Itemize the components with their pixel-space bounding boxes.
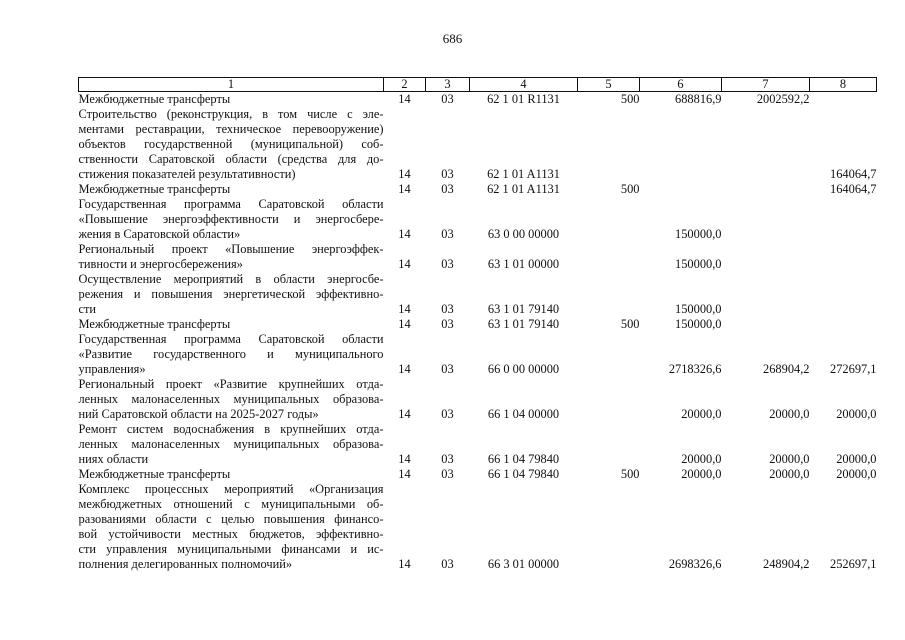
section-code: 14 — [398, 467, 411, 481]
amount-col-7 — [722, 197, 810, 242]
column-header: 1 — [79, 78, 384, 92]
row-name-line: вой устойчивости местных бюджетов, эффективно- — [78, 527, 384, 541]
table-row — [79, 317, 877, 332]
table-row — [79, 242, 877, 272]
subsection-code: 03 — [441, 362, 454, 376]
target-article-code: 62 1 01 R1131 — [487, 92, 560, 106]
amount-col-7: 20000,0 — [769, 467, 810, 481]
row-name-line: режения и повышения энергетической эффективно- — [78, 287, 384, 301]
amount-col-7 — [722, 242, 810, 272]
subsection-code: 03 — [441, 227, 454, 241]
section-code: 14 — [398, 182, 411, 196]
amount-col-6: 2718326,6 — [668, 362, 722, 376]
subsection-code: 03 — [441, 557, 454, 571]
expense-type-code — [578, 422, 640, 467]
row-name-line: ниях области — [78, 452, 149, 466]
subsection-code: 03 — [441, 302, 454, 316]
subsection-code: 03 — [441, 167, 454, 181]
subsection-code: 03 — [441, 317, 454, 331]
row-name-line: сти управления муниципальными финансами и ис- — [78, 542, 384, 556]
expense-type-code — [578, 377, 640, 422]
row-name — [79, 92, 384, 108]
page-number: 686 — [442, 31, 463, 46]
row-name-line: Региональный проект «Повышение энергоэффек- — [78, 242, 384, 256]
column-header: 4 — [470, 78, 578, 92]
row-name-line: стижения показателей результативности) — [78, 167, 296, 181]
row-name-line: ственности Саратовской области (средства для до- — [78, 152, 384, 166]
expense-type-code: 500 — [620, 182, 640, 196]
row-name — [79, 197, 384, 242]
row-name-line: Ремонт систем водоснабжения в крупнейших отда- — [78, 422, 384, 436]
row-name-line: Осуществление мероприятий в области энергосбе- — [78, 272, 384, 286]
row-name-line: Государственная программа Саратовской области — [78, 332, 384, 346]
amount-col-7 — [722, 182, 810, 197]
row-name — [79, 242, 384, 272]
target-article-code: 66 3 01 00000 — [487, 557, 560, 571]
column-header: 6 — [640, 78, 722, 92]
expense-type-code: 500 — [620, 467, 640, 481]
expense-type-code: 500 — [620, 317, 640, 331]
amount-col-7: 20000,0 — [769, 452, 810, 466]
target-article-code: 66 1 04 00000 — [487, 407, 560, 421]
row-name-line: ленных малонаселенных муниципальных образова- — [78, 437, 384, 451]
expense-type-code — [578, 197, 640, 242]
row-name — [79, 182, 384, 197]
amount-col-7: 268904,2 — [763, 362, 810, 376]
column-header: 3 — [426, 78, 470, 92]
target-article-code: 66 1 04 79840 — [487, 467, 560, 481]
amount-col-7: 20000,0 — [769, 407, 810, 421]
target-article-code: 62 1 01 A1131 — [487, 167, 560, 181]
expense-type-code — [578, 482, 640, 572]
section-code: 14 — [398, 302, 411, 316]
target-article-code: 63 1 01 79140 — [487, 302, 560, 316]
amount-col-8: 164064,7 — [830, 182, 877, 196]
table-row — [79, 467, 877, 482]
amount-col-8: 20000,0 — [836, 452, 877, 466]
target-article-code: 63 1 01 79140 — [487, 317, 560, 331]
amount-col-7: 248904,2 — [763, 557, 810, 571]
row-name-line: ментами реставрации, техническое перевооружение) — [78, 122, 384, 136]
target-article-code: 62 1 01 A1131 — [487, 182, 560, 196]
amount-col-8 — [810, 92, 877, 108]
column-header: 8 — [810, 78, 877, 92]
row-name-line: межбюджетных отношений с муниципальными об- — [78, 497, 384, 511]
row-name — [79, 467, 384, 482]
amount-col-8: 20000,0 — [836, 407, 877, 421]
subsection-code: 03 — [441, 257, 454, 271]
table-row — [79, 422, 877, 467]
row-name-line: ний Саратовской области на 2025-2027 годы» — [78, 407, 319, 421]
amount-col-7 — [722, 107, 810, 182]
amount-col-8: 164064,7 — [830, 167, 877, 181]
amount-col-7 — [722, 317, 810, 332]
amount-col-7: 2002592,2 — [756, 92, 810, 106]
budget-table — [78, 77, 877, 572]
amount-col-6: 20000,0 — [681, 467, 722, 481]
amount-col-6: 150000,0 — [675, 317, 722, 331]
section-code: 14 — [398, 452, 411, 466]
subsection-code: 03 — [441, 182, 454, 196]
row-name-line: Государственная программа Саратовской области — [78, 197, 384, 211]
row-name — [79, 272, 384, 317]
target-article-code: 63 0 00 00000 — [487, 227, 560, 241]
section-code: 14 — [398, 362, 411, 376]
amount-col-8 — [810, 197, 877, 242]
expense-type-code: 500 — [620, 92, 640, 106]
section-code: 14 — [398, 407, 411, 421]
row-name-line: жения в Саратовской области» — [78, 227, 241, 241]
expense-type-code — [578, 272, 640, 317]
amount-col-6 — [640, 107, 722, 182]
amount-col-6: 2698326,6 — [668, 557, 722, 571]
amount-col-7 — [722, 272, 810, 317]
expense-type-code — [578, 242, 640, 272]
row-name-line: Межбюджетные трансферты — [78, 467, 231, 481]
subsection-code: 03 — [441, 467, 454, 481]
row-name-line: тивности и энергосбережения» — [78, 257, 243, 271]
amount-col-6: 150000,0 — [675, 257, 722, 271]
row-name-line: Межбюджетные трансферты — [78, 182, 231, 196]
row-name-line: полнения делегированных полномочий» — [78, 557, 293, 571]
amount-col-6 — [640, 182, 722, 197]
row-name — [79, 482, 384, 572]
table-row — [79, 197, 877, 242]
row-name — [79, 332, 384, 377]
row-name-line: Межбюджетные трансферты — [78, 317, 231, 331]
row-name — [79, 377, 384, 422]
section-code: 14 — [398, 557, 411, 571]
target-article-code: 66 1 04 79840 — [487, 452, 560, 466]
amount-col-6: 688816,9 — [675, 92, 722, 106]
row-name — [79, 422, 384, 467]
table-row — [79, 482, 877, 572]
section-code: 14 — [398, 92, 411, 106]
amount-col-8: 20000,0 — [836, 467, 877, 481]
subsection-code: 03 — [441, 92, 454, 106]
table-row — [79, 182, 877, 197]
subsection-code: 03 — [441, 407, 454, 421]
row-name-line: Региональный проект «Развитие крупнейших отда- — [78, 377, 384, 391]
amount-col-6: 150000,0 — [675, 302, 722, 316]
row-name-line: «Повышение энергоэффективности и энергосбере- — [78, 212, 384, 226]
table-row — [79, 92, 877, 108]
section-code: 14 — [398, 317, 411, 331]
table-header-row — [79, 78, 877, 92]
amount-col-8: 252697,1 — [830, 557, 877, 571]
row-name — [79, 107, 384, 182]
amount-col-6: 20000,0 — [681, 452, 722, 466]
column-header: 7 — [722, 78, 810, 92]
section-code: 14 — [398, 227, 411, 241]
table-body — [79, 92, 877, 573]
amount-col-8 — [810, 272, 877, 317]
row-name — [79, 317, 384, 332]
amount-col-6: 20000,0 — [681, 407, 722, 421]
table-row — [79, 377, 877, 422]
row-name-line: сти — [78, 302, 97, 316]
row-name-line: Комплекс процессных мероприятий «Организация — [78, 482, 384, 496]
amount-col-8 — [810, 317, 877, 332]
row-name-line: Строительство (реконструкция, в том числе с эле- — [78, 107, 384, 121]
column-header: 5 — [578, 78, 640, 92]
row-name-line: «Развитие государственного и муниципального — [78, 347, 384, 361]
amount-col-8: 272697,1 — [830, 362, 877, 376]
section-code: 14 — [398, 167, 411, 181]
section-code: 14 — [398, 257, 411, 271]
row-name-line: объектов государственной (муниципальной) соб- — [78, 137, 384, 151]
row-name-line: Межбюджетные трансферты — [78, 92, 231, 106]
table-row — [79, 272, 877, 317]
amount-col-6: 150000,0 — [675, 227, 722, 241]
row-name-line: ленных малонаселенных муниципальных образова- — [78, 392, 384, 406]
table-row — [79, 332, 877, 377]
row-name-line: разованиями области с целью повышения финансо- — [78, 512, 384, 526]
expense-type-code — [578, 107, 640, 182]
subsection-code: 03 — [441, 452, 454, 466]
target-article-code: 66 0 00 00000 — [487, 362, 560, 376]
column-header: 2 — [384, 78, 426, 92]
table-row — [79, 107, 877, 182]
target-article-code: 63 1 01 00000 — [487, 257, 560, 271]
row-name-line: управления» — [78, 362, 146, 376]
expense-type-code — [578, 332, 640, 377]
amount-col-8 — [810, 242, 877, 272]
